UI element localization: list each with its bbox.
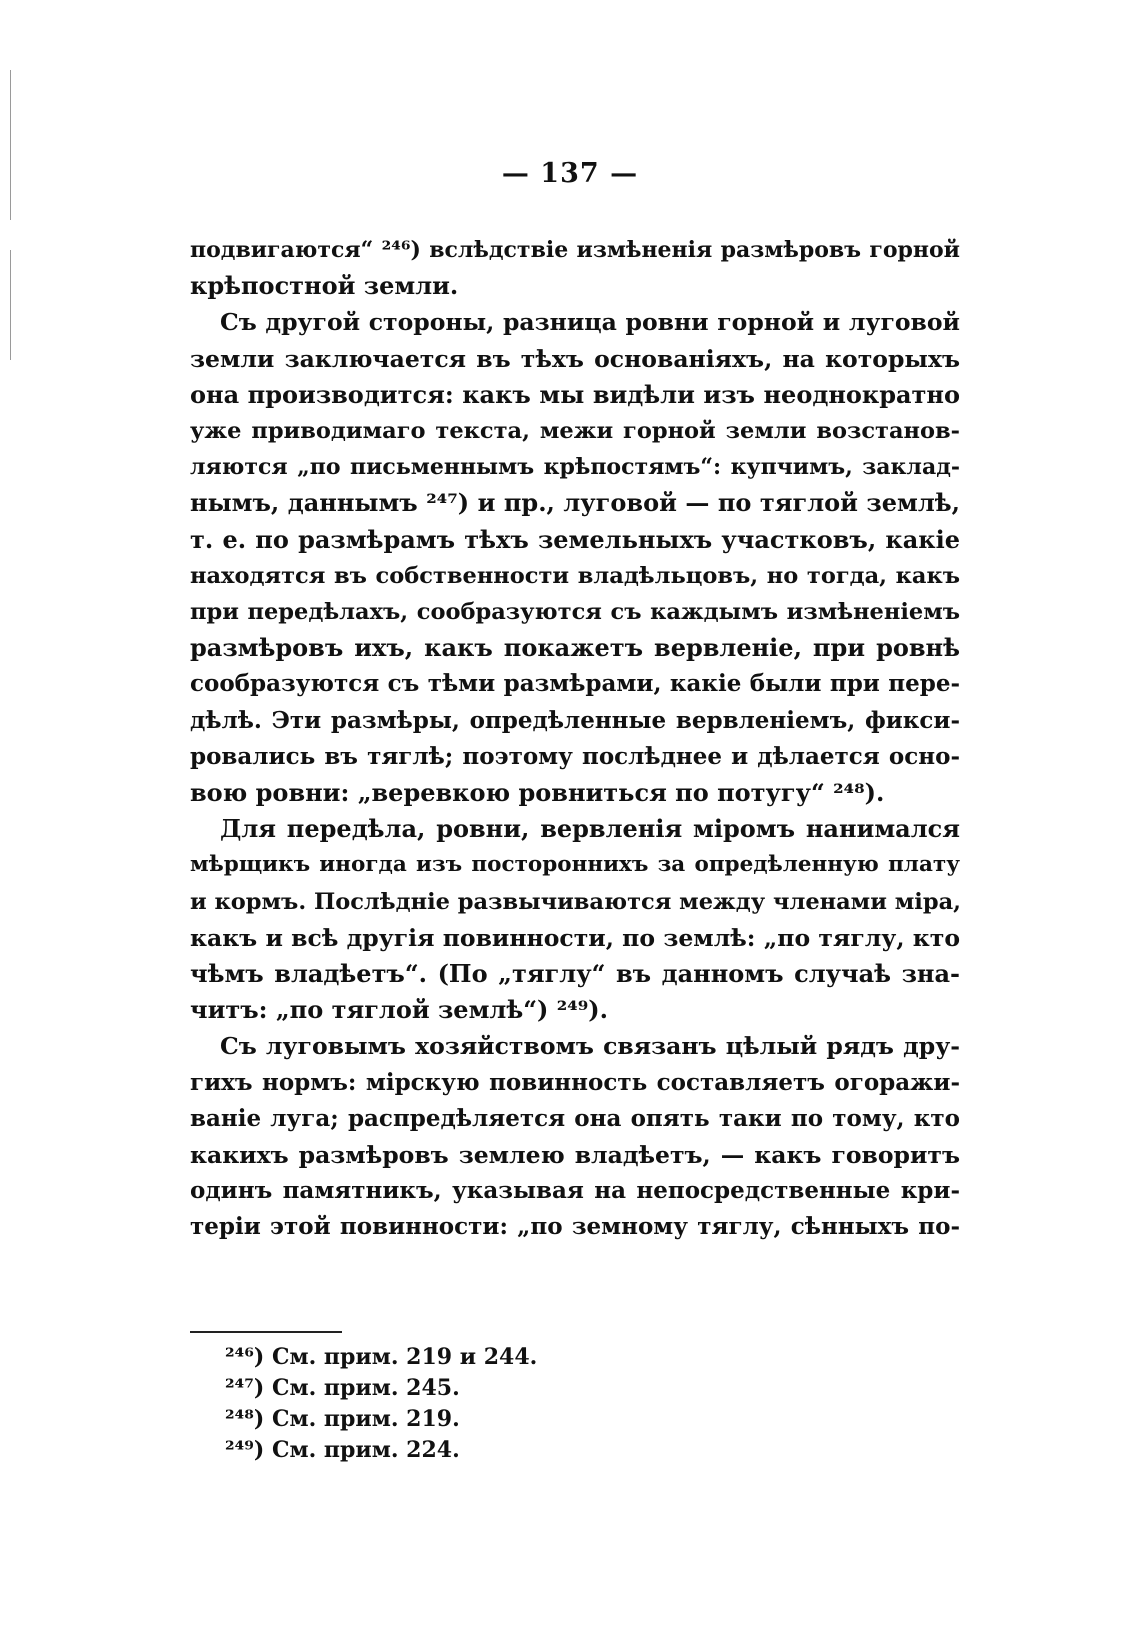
body-text: [190, 232, 960, 1246]
text-line: она производится: какъ мы видѣли изъ неоднократно: [190, 379, 960, 409]
footnote: ²⁴⁹) См. прим. 224.: [225, 1437, 460, 1463]
scan-edge-mark-middle: [10, 250, 11, 360]
page-number: — 137 —: [501, 158, 639, 189]
text-line: вою ровни: „веревкою ровниться по потугу“ ²⁴⁸).: [190, 778, 885, 808]
text-line: Съ луговымъ хозяйствомъ связанъ цѣлый рядъ дру-: [220, 1032, 960, 1061]
text-line: размѣровъ ихъ, какъ покажетъ вервленіе, при ровнѣ: [190, 633, 960, 663]
text-line: и кормъ. Послѣдніе развычиваются между членами міра,: [190, 888, 961, 915]
text-line: ляются „по письменнымъ крѣпостямъ“: купчимъ, заклад-: [190, 454, 960, 481]
text-line: при передѣлахъ, сообразуются съ каждымъ измѣненіемъ: [190, 599, 960, 626]
text-line: ваніе луга; распредѣляется она опять таки по тому, кто: [190, 1104, 960, 1132]
text-line: какъ и всѣ другія повинности, по землѣ: „по тяглу, кто: [190, 923, 960, 952]
text-line: гихъ нормъ: мірскую повинность составляетъ огоражи-: [190, 1068, 960, 1096]
text-line: дѣлѣ. Эти размѣры, опредѣленные вервленіемъ, фикси-: [190, 706, 960, 734]
footnotes: [225, 1342, 537, 1466]
text-line: ровались въ тяглѣ; поэтому послѣднее и дѣлается осно-: [190, 742, 960, 770]
text-line: сообразуются съ тѣми размѣрами, какіе были при пере-: [190, 670, 960, 698]
text-line: мѣрщикъ иногда изъ постороннихъ за опредѣленную плату: [190, 852, 960, 878]
text-line: находятся въ собственности владѣльцовъ, но тогда, какъ: [190, 562, 960, 589]
text-line: т. е. по размѣрамъ тѣхъ земельныхъ участковъ, какіе: [190, 524, 960, 554]
scan-edge-mark-top: [10, 70, 11, 220]
text-line: чѣмъ владѣетъ“. (По „тяглу“ въ данномъ случаѣ зна-: [190, 959, 960, 989]
text-line: одинъ памятникъ, указывая на непосредственные кри-: [190, 1177, 960, 1205]
text-line: какихъ размѣровъ землею владѣетъ, — какъ говоритъ: [190, 1141, 960, 1170]
text-line: теріи этой повинности: „по земному тяглу, сѣнныхъ по-: [190, 1213, 960, 1241]
footnote: ²⁴⁸) См. прим. 219.: [225, 1406, 460, 1432]
text-line: Для передѣла, ровни, вервленія міромъ нанимался: [220, 814, 960, 844]
footnote: ²⁴⁷) См. прим. 245.: [225, 1375, 460, 1401]
text-line: Съ другой стороны, разница ровни горной и луговой: [220, 308, 960, 337]
text-line: подвигаются“ ²⁴⁶) вслѣдствіе измѣненія размѣровъ горной: [190, 237, 960, 263]
text-line: крѣпостной земли.: [190, 271, 459, 301]
footnote: ²⁴⁶) См. прим. 219 и 244.: [225, 1344, 538, 1370]
text-line: читъ: „по тяглой землѣ“) ²⁴⁹).: [190, 995, 608, 1025]
text-line: нымъ, даннымъ ²⁴⁷) и пр., луговой — по тяглой землѣ,: [190, 488, 960, 518]
text-line: земли заключается въ тѣхъ основаніяхъ, на которыхъ: [190, 344, 960, 373]
footnote-divider: [190, 1331, 342, 1333]
text-line: уже приводимаго текста, межи горной земли возстанов-: [190, 418, 960, 445]
